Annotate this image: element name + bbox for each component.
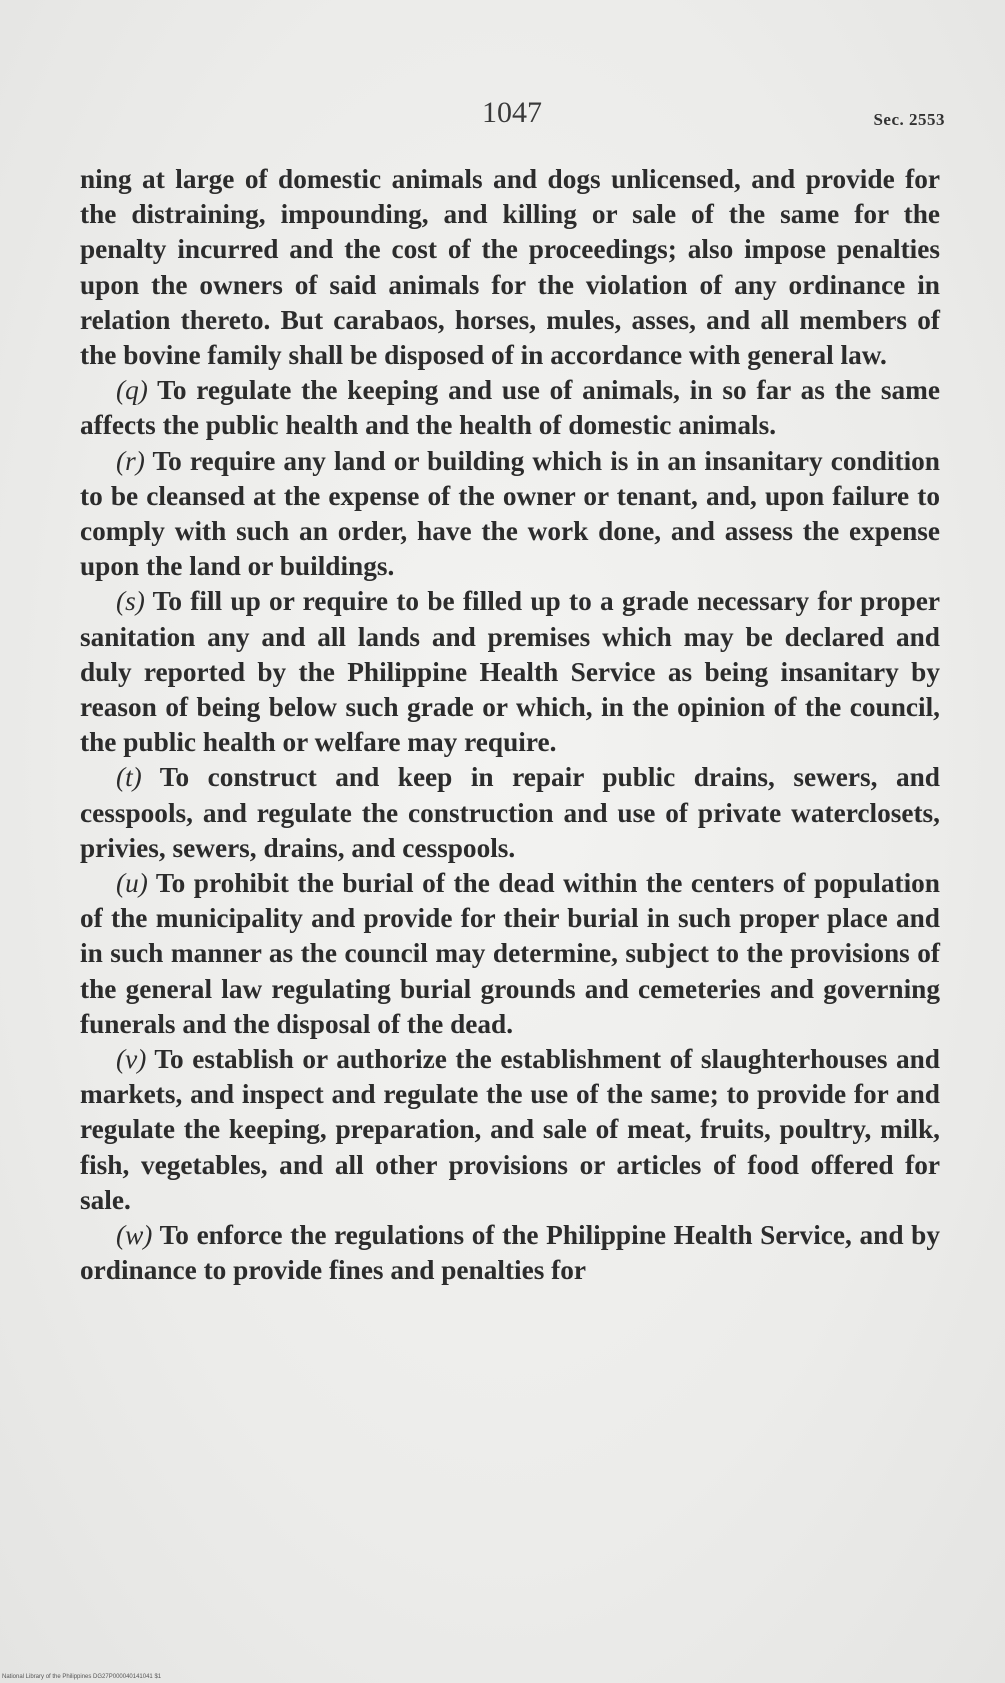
paragraph-text: To construct and keep in repair public drains, sewers, and cesspools, and regulate the construction and use of private waterclosets, privies, sewers, drains, and cesspools. (80, 762, 940, 863)
paragraph-marker: (u) (116, 868, 148, 899)
paragraph-u (80, 866, 940, 1042)
paragraph-text: To require any land or building which is in an insanitary condition to be cleansed at the expense of the owner or tenant, and, upon failure to comply with such an order, have the work done, and assess the expense upon the land or buildings. (80, 445, 940, 582)
paragraph-r (80, 444, 940, 585)
paragraph-text: To establish or authorize the establishment of slaughterhouses and markets, and inspect and regulate the use of the same; to provide for and regulate the keeping, preparation, and sale of meat, fruits, poultry, milk, fish, vegetables, and all other provisions or articles of food offered for sale. (80, 1044, 940, 1215)
paragraph-marker: (q) (116, 375, 148, 406)
paragraph-s (80, 584, 940, 760)
paragraph-text: To enforce the regulations of the Philippine Health Service, and by ordinance to provide fines and penalties for (80, 1220, 940, 1286)
paragraph-text: To prohibit the burial of the dead within the centers of population of the municipality and provide for their burial in such proper place and in such manner as the council may determine, subject to the provisions of the general law regulating burial grounds and cemeteries and governing funerals and the disposal of the dead. (80, 868, 940, 1039)
paragraph-text: To fill up or require to be filled up to a grade necessary for proper sanitation any and all lands and premises which may be declared and duly reported by the Philippine Health Service as being insanitary by reason of being below such grade or which, in the opinion of the council, the public health or welfare may require. (80, 586, 940, 758)
paragraph-v (80, 1042, 940, 1218)
paragraph-t (80, 760, 940, 866)
body-text (80, 162, 940, 1289)
paragraph-w (80, 1218, 940, 1288)
paragraph-marker: (t) (116, 762, 142, 793)
paragraph-text: To regulate the keeping and use of animals, in so far as the same affects the public health and the health of domestic animals. (80, 375, 940, 441)
paragraph-continuation (80, 162, 940, 373)
page-header (0, 96, 1005, 140)
section-reference: Sec. 2553 (873, 110, 945, 129)
paragraph-marker: (s) (116, 586, 145, 617)
scan-footer: National Library of the Philippines DG27P000040141041 $1 (2, 1674, 162, 1680)
paragraph-marker: (w) (116, 1220, 153, 1251)
paragraph-text: ning at large of domestic animals and dogs unlicensed, and provide for the distraining, impounding, and killing or sale of the same for the penalty incurred and the cost of the proceedings; also impose penalties upon the owners of said animals for the violation of any ordinance in relation thereto. But carabaos, horses, mules, asses, and all members of the bovine family shall be disposed of in accordance with general law. (80, 164, 940, 371)
paragraph-marker: (v) (116, 1044, 147, 1075)
paragraph-marker: (r) (116, 445, 145, 476)
page-number: 1047 (482, 96, 542, 129)
paragraph-q (80, 373, 940, 443)
